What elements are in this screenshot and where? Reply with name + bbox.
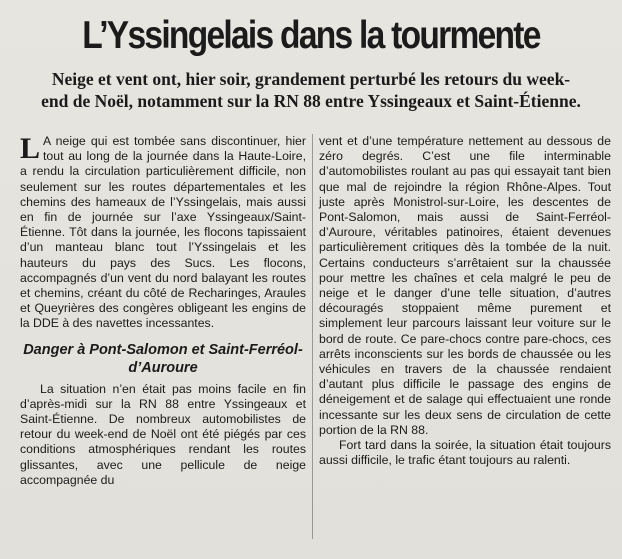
right-paragraph-2: Fort tard dans la soirée, la situation était toujours aussi difficile, le trafic étant toujours au ralenti. [319, 438, 611, 468]
column-divider [312, 134, 313, 539]
article-standfirst: Neige et vent ont, hier soir, grandement perturbé les retours du week-end de Noël, notamment sur la RN 88 entre Yssingeaux et Saint-Étienne. [41, 69, 581, 111]
adjacent-article-bleed-left [0, 0, 20, 559]
article-headline: L’Yssingelais dans la tourmente [82, 14, 540, 57]
lead-paragraph [20, 134, 306, 332]
right-paragraph-1: vent et d’une température nettement au dessous de zéro degrés. C’est une file interminable d’automobilistes roulant au pas qui essayait tant bien que mal de rejoindre la région Rhône-Alpes. Tout juste après Monistrol-sur-Loire, les descentes de Pont-Salomon, mais aussi de Saint-Ferréol-d’Auroure, véritables patinoires, étaient devenues particulièrement critiques dès la tombée de la nuit. Certains conducteurs s’arrêtaient sur la chaussée pour mettre les chaînes et cela malgré le peu de neige et le danger d’une telle situation, d’autres découragés stoppaient même purement et simplement leur parcours laissant leur voiture sur le bord de route. Ce pare-chocs contre pare-chocs, ces arrêts inconscients sur les bords de chaussée ou les véhicules en travers de la chaussée rendaient d’autant plus difficile le passage des engins de déneigement et de salage qui effectuaient une ronde incessante sur les deux sens de circulation de cette portion de la RN 88. [319, 134, 611, 437]
article-column-right [319, 134, 611, 468]
article-subheading: Danger à Pont-Salomon et Saint-Ferréol-d’Auroure [23, 341, 303, 376]
drop-cap: L [20, 132, 41, 165]
lead-paragraph-text: A neige qui est tombée sans discontinuer, hier tout au long de la journée dans la Haute-Loire, a rendu la circulation particulièrement difficile, non seulement sur les routes départementales et les chemins des hameaux de l’Yssingelais, mais aussi en fin de journée sur l’axe Yssingeaux/Saint-Étienne. Tôt dans la journée, les flocons tapissaient d’un manteau blanc tout l’Yssingelais et les hauteurs du pays des Sucs. Les flocons, accompagnés d’un vent du nord balayant les routes et chemins, créant du côté de Recharinges, Araules et Queyrières des congères obligeant les engins de la DDE à des navettes incessantes. [20, 134, 306, 331]
left-paragraph-2: La situation n’en était pas moins facile en fin d’après-midi sur la RN 88 entre Yssingeaux et Saint-Étienne. De nombreux automobilistes de retour du week-end de Noël ont été piégés par ces conditions atmosphériques rendant les routes glissantes, avec une pellicule de neige accompagnée du [20, 381, 306, 487]
article-column-left [20, 134, 306, 488]
